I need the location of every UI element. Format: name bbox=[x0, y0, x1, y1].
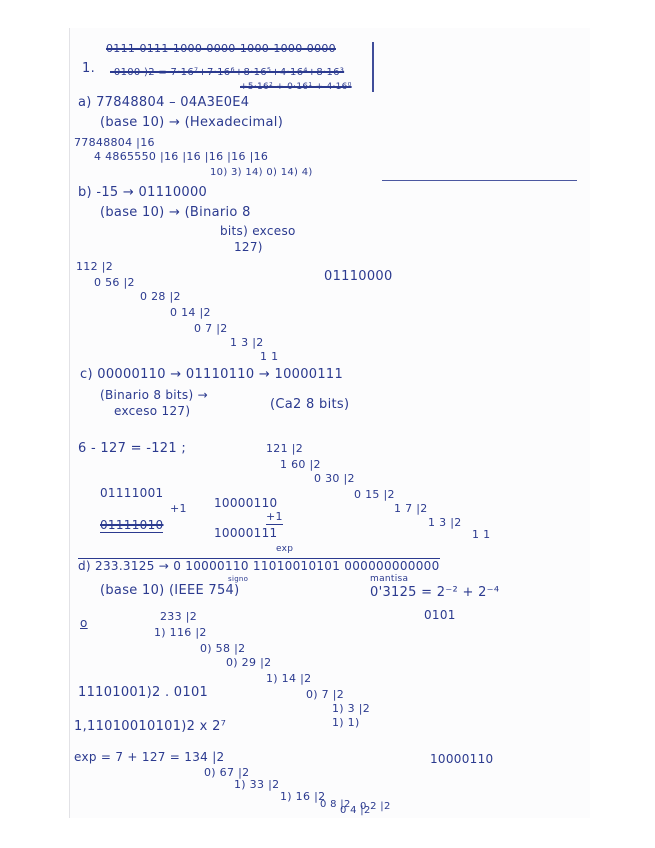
margin-bracket bbox=[372, 42, 374, 92]
div-e-5: 0 4 |2 bbox=[340, 805, 371, 816]
part-d-subtitle: (base 10) (IEEE 754) bbox=[100, 583, 240, 598]
normalized-result: 1,11010010101)2 x 2⁷ bbox=[74, 719, 227, 734]
div-e-3: 1) 16 |2 bbox=[280, 790, 326, 803]
div-c-3: 0 15 |2 bbox=[354, 488, 395, 501]
ca2-sum-b-plus: +1 bbox=[266, 510, 283, 523]
div-d-6: 1) 3 |2 bbox=[332, 702, 371, 715]
label-signo: signo bbox=[228, 575, 249, 583]
part-c-line3: exceso 127) bbox=[114, 404, 191, 418]
div-c-1: 1 60 |2 bbox=[280, 458, 321, 471]
underline-mark: o bbox=[80, 616, 88, 630]
label-mantisa: mantisa bbox=[370, 574, 409, 584]
problem-number: 1. bbox=[82, 61, 96, 76]
part-c-ca2: (Ca2 8 bits) bbox=[270, 397, 350, 412]
div-c-6: 1 1 bbox=[472, 528, 491, 541]
part-a-subtitle: (base 10) → (Hexadecimal) bbox=[100, 115, 284, 130]
div-e-2: 1) 33 |2 bbox=[234, 778, 280, 791]
div-d-2: 0) 58 |2 bbox=[200, 642, 246, 655]
div-d-4: 1) 14 |2 bbox=[266, 672, 312, 685]
exp-binary: 10000110 bbox=[430, 752, 494, 766]
div-b-3: 0 14 |2 bbox=[170, 306, 211, 319]
fraction-bits: 0101 bbox=[424, 608, 456, 622]
part-c-line2: (Binario 8 bits) → bbox=[100, 388, 208, 402]
ca2-sum-a-top: 01111001 bbox=[100, 486, 164, 500]
div-c-0: 121 |2 bbox=[266, 442, 303, 455]
part-a-remainders: 10) 3) 14) 0) 14) 4) bbox=[210, 167, 313, 178]
div-d-7: 1) 1) bbox=[332, 716, 360, 729]
exp-calc: exp = 7 + 127 = 134 |2 bbox=[74, 750, 225, 764]
div-c-5: 1 3 |2 bbox=[428, 516, 462, 529]
part-a-division-row: 4 4865550 |16 |16 |16 |16 |16 bbox=[94, 150, 269, 163]
ca2-sum-b-result: 10000111 bbox=[214, 526, 278, 540]
div-b-6: 1 1 bbox=[260, 350, 279, 363]
div-d-5: 0) 7 |2 bbox=[306, 688, 345, 701]
div-d-0: 233 |2 bbox=[160, 610, 197, 623]
part-b-line3: bits) exceso bbox=[220, 224, 296, 238]
part-b-title: b) -15 → 01110000 bbox=[78, 185, 208, 200]
part-b-result: 01110000 bbox=[324, 269, 393, 284]
ca2-sum-a-plus: +1 bbox=[170, 502, 187, 515]
part-d-title: d) 233.3125 → 0 10000110 11010010101 000000000000 bbox=[78, 559, 440, 573]
part-b-line2: (base 10) → (Binario 8 bbox=[100, 205, 251, 220]
div-b-2: 0 28 |2 bbox=[140, 290, 181, 303]
ca2-sum-b-top: 10000110 bbox=[214, 496, 278, 510]
side-divider bbox=[382, 180, 577, 181]
div-b-0: 112 |2 bbox=[76, 260, 113, 273]
div-e-4: 0 8 |2 bbox=[320, 799, 351, 810]
part-c-subtraction: 6 - 127 = -121 ; bbox=[78, 441, 187, 456]
part-a-title: a) 77848804 – 04A3E0E4 bbox=[78, 95, 250, 110]
notebook-page bbox=[70, 28, 590, 818]
div-b-4: 0 7 |2 bbox=[194, 322, 228, 335]
part-b-line4: 127) bbox=[234, 240, 263, 254]
div-e-6: 0 2 |2 bbox=[360, 801, 391, 812]
div-b-5: 1 3 |2 bbox=[230, 336, 264, 349]
binary-result: 11101001)2 . 0101 bbox=[78, 685, 209, 700]
div-d-3: 0) 29 |2 bbox=[226, 656, 272, 669]
crossed-hex-binary: 0111-0111-1000-0000-1000-1000-0000 bbox=[106, 42, 336, 55]
div-e-1: 0) 67 |2 bbox=[204, 766, 250, 779]
crossed-expansion-2: +5·16² + 0·16¹ + 4·16⁰ bbox=[240, 82, 352, 92]
div-c-2: 0 30 |2 bbox=[314, 472, 355, 485]
div-c-4: 1 7 |2 bbox=[394, 502, 428, 515]
part-a-division-head: 77848804 |16 bbox=[74, 136, 155, 149]
div-d-1: 1) 116 |2 bbox=[154, 626, 207, 639]
crossed-expansion-1: -0100 )2 = 7·16⁷+7·16⁶+8·16⁵+4·16⁴+8·16³ bbox=[110, 67, 345, 78]
fraction-conversion: 0'3125 = 2⁻² + 2⁻⁴ bbox=[370, 585, 500, 600]
part-c-title: c) 00000110 → 01110110 → 10000111 bbox=[80, 367, 344, 382]
label-exp: exp bbox=[276, 544, 294, 554]
div-b-1: 0 56 |2 bbox=[94, 276, 135, 289]
ca2-sum-a-result: 01111010 bbox=[100, 518, 164, 532]
